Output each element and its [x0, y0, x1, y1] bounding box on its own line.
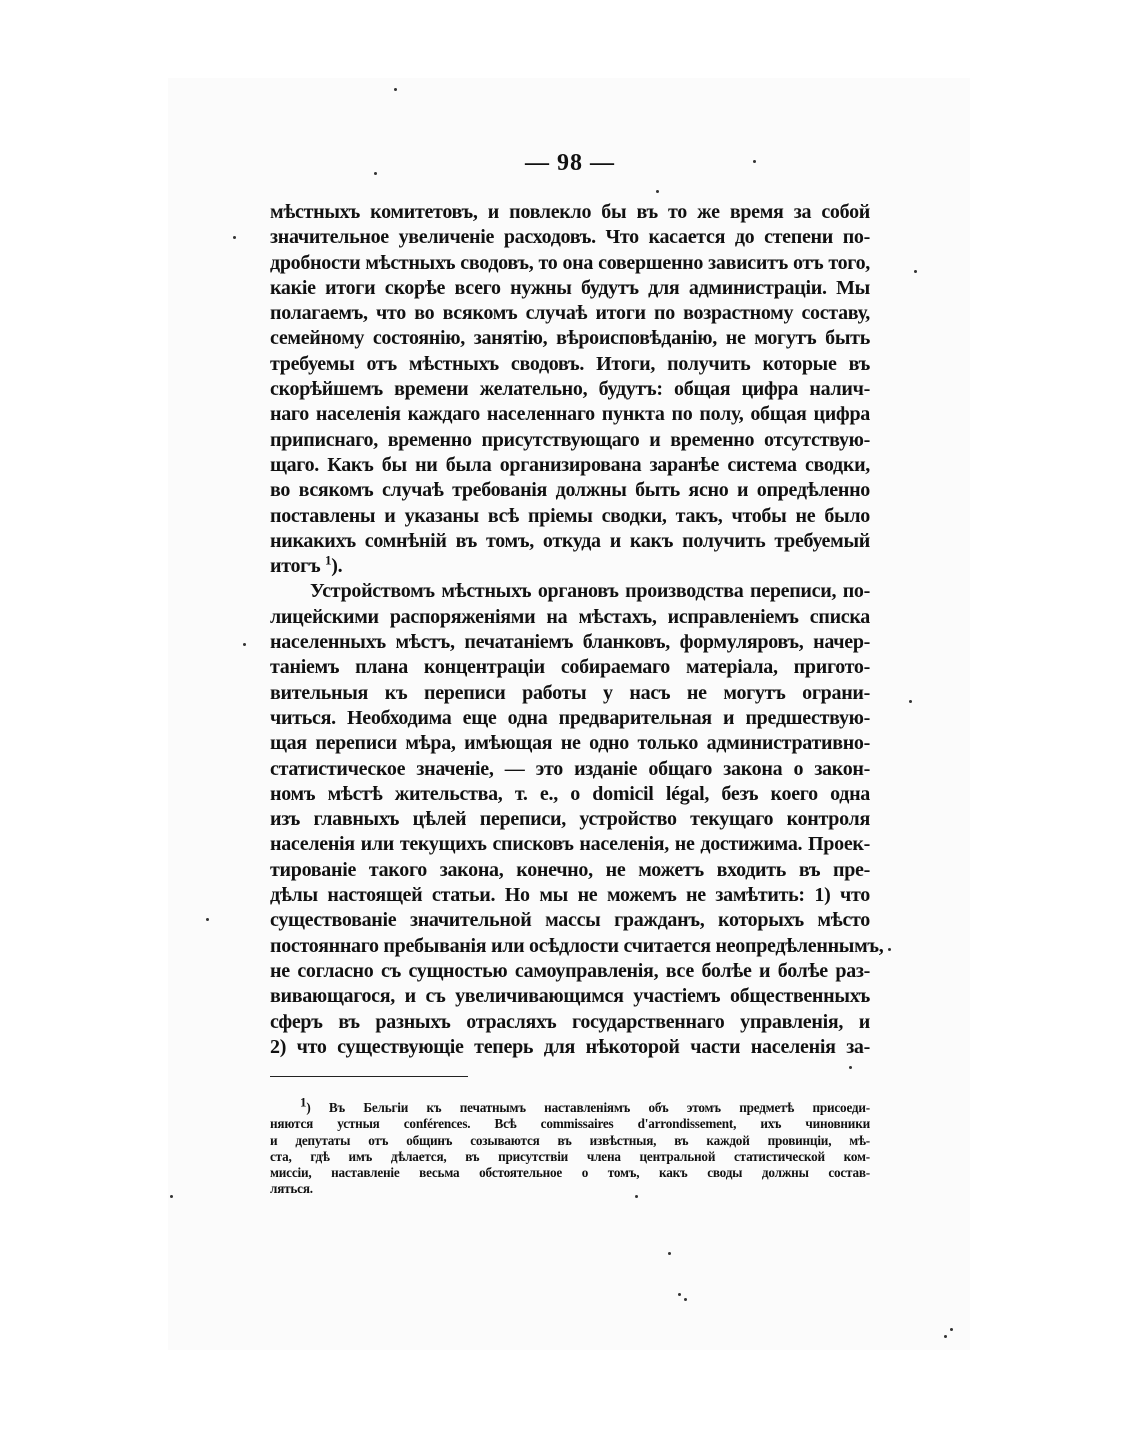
footnote-marker: 1 [300, 1094, 307, 1110]
scan-speck [684, 1298, 687, 1301]
scan-speck [374, 172, 377, 175]
text-line: номъ мѣстѣ жительства, т. е., о domicil légal, безъ коего одна [270, 782, 870, 805]
text-line: поставлены и указаны всѣ пріемы сводки, такъ, чтобы не было [270, 504, 870, 527]
page-number: — 98 — [525, 150, 615, 176]
text-line: тированіе такого закона, конечно, не можетъ входить въ пре- [270, 858, 870, 881]
text-line: читься. Необходима еще одна предварительная и предшествую- [270, 706, 870, 729]
scan-speck [635, 1195, 638, 1198]
footnote-reference: 1 [325, 552, 332, 568]
text-line: полагаемъ, что во всякомъ случаѣ итоги по возрастному составу, [270, 302, 870, 325]
scan-speck [206, 918, 209, 921]
scan-speck [849, 1066, 852, 1069]
scan-speck [888, 948, 891, 951]
text-line: семейному состоянію, занятію, вѣроисповѣданію, не могутъ быть [270, 327, 870, 350]
text-line: приписнаго, временно присутствующаго и временно отсутствую- [270, 428, 870, 451]
text-line: дробности мѣстныхъ сводовъ, то она совершенно зависитъ отъ того, [270, 251, 870, 274]
text-line: таніемъ плана концентраціи собираемаго матеріала, пригото- [270, 656, 870, 679]
text-line: щаго. Какъ бы ни была организирована заранѣе система сводки, [270, 453, 870, 476]
scan-speck [914, 270, 917, 273]
text-line: щая переписи мѣра, имѣющая не одно только административно- [270, 732, 870, 755]
text-line: дѣлы настоящей статьи. Но мы не можемъ не замѣтить: 1) что [270, 884, 870, 907]
text-line: существованіе значительной массы гражданъ, которыхъ мѣсто [270, 909, 870, 932]
footnote-reference-close: ). [331, 555, 343, 578]
footnote-text: ) Въ Бельгіи къ печатнымъ наставленіямъ объ этомъ предметѣ присоеди- [306, 1100, 870, 1115]
text-line: скорѣйшемъ времени желательно, будутъ: общая цифра налич- [270, 378, 870, 401]
scan-speck [656, 190, 659, 193]
scan-speck [233, 236, 236, 239]
text-line: 2) что существующіе теперь для нѣкоторой части населенія за- [270, 1035, 870, 1058]
scan-speck [678, 1293, 681, 1296]
text-fragment: итогъ [270, 555, 321, 578]
text-line: вивающагося, и съ увеличивающимся участіемъ общественныхъ [270, 985, 870, 1008]
footnote-line: ляться. [270, 1181, 313, 1197]
text-line: сферъ въ разныхъ отрасляхъ государственнаго управленія, и [270, 1010, 870, 1033]
text-line: лицейскими распоряженіями на мѣстахъ, исправленіемъ списка [270, 605, 870, 628]
footnote-line: и депутаты отъ общинъ созываются въ извѣстныя, въ каждой провинціи, мѣ- [270, 1132, 870, 1148]
text-line: не согласно съ сущностью самоуправленія, все болѣе и болѣе раз- [270, 959, 870, 982]
text-line: какіе итоги скорѣе всего нужны будутъ для администраціи. Мы [270, 276, 870, 299]
text-line: вительныя къ переписи работы у насъ не могутъ ограни- [270, 681, 870, 704]
footnote-divider [270, 1076, 468, 1077]
scan-speck [909, 700, 912, 703]
footnote-line: няются устныя conférences. Всѣ commissaires d'arrondissement, ихъ чиновники [270, 1116, 870, 1132]
text-line: значительное увеличеніе расходовъ. Что касается до степени по- [270, 226, 870, 249]
scan-speck [394, 88, 397, 91]
text-line: требуемы отъ мѣстныхъ сводовъ. Итоги, получить которые въ [270, 352, 870, 375]
text-line: населенія или текущихъ списковъ населенія, не достижима. Проек- [270, 833, 870, 856]
text-line-paragraph-start: Устройствомъ мѣстныхъ органовъ производства переписи, по- [310, 580, 870, 603]
scan-speck [668, 1252, 671, 1255]
text-line: во всякомъ случаѣ требованія должны быть ясно и опредѣленно [270, 479, 870, 502]
scan-speck [950, 1328, 953, 1331]
text-line: никакихъ сомнѣній въ томъ, откуда и какъ получить требуемый [270, 529, 870, 552]
scan-speck [753, 160, 756, 163]
text-line: изъ главныхъ цѣлей переписи, устройство текущаго контроля [270, 808, 870, 831]
footnote-line: ста, гдѣ имъ дѣлается, въ присутствіи члена центральной статистической ком- [270, 1148, 870, 1164]
text-line-with-footnote-ref [270, 554, 870, 579]
scan-speck [243, 643, 246, 646]
footnote [270, 1094, 870, 1198]
text-line: статистическое значеніе, — это изданіе общаго закона о закон- [270, 757, 870, 780]
text-line: постояннаго пребыванія или осѣдлости считается неопредѣленнымъ, [270, 934, 884, 957]
scan-speck [944, 1335, 947, 1338]
main-text [270, 200, 884, 1060]
footnote-line: миссіи, наставленіе весьма обстоятельное о томъ, какъ своды должны состав- [270, 1165, 870, 1181]
text-line: населенныхъ мѣстъ, печатаніемъ бланковъ, формуляровъ, начер- [270, 631, 870, 654]
scan-speck [170, 1195, 173, 1198]
text-line: мѣстныхъ комитетовъ, и повлекло бы въ то же время за собой [270, 201, 870, 223]
text-line: наго населенія каждаго населеннаго пункта по полу, общая цифра [270, 403, 870, 426]
footnote-line [270, 1094, 870, 1116]
